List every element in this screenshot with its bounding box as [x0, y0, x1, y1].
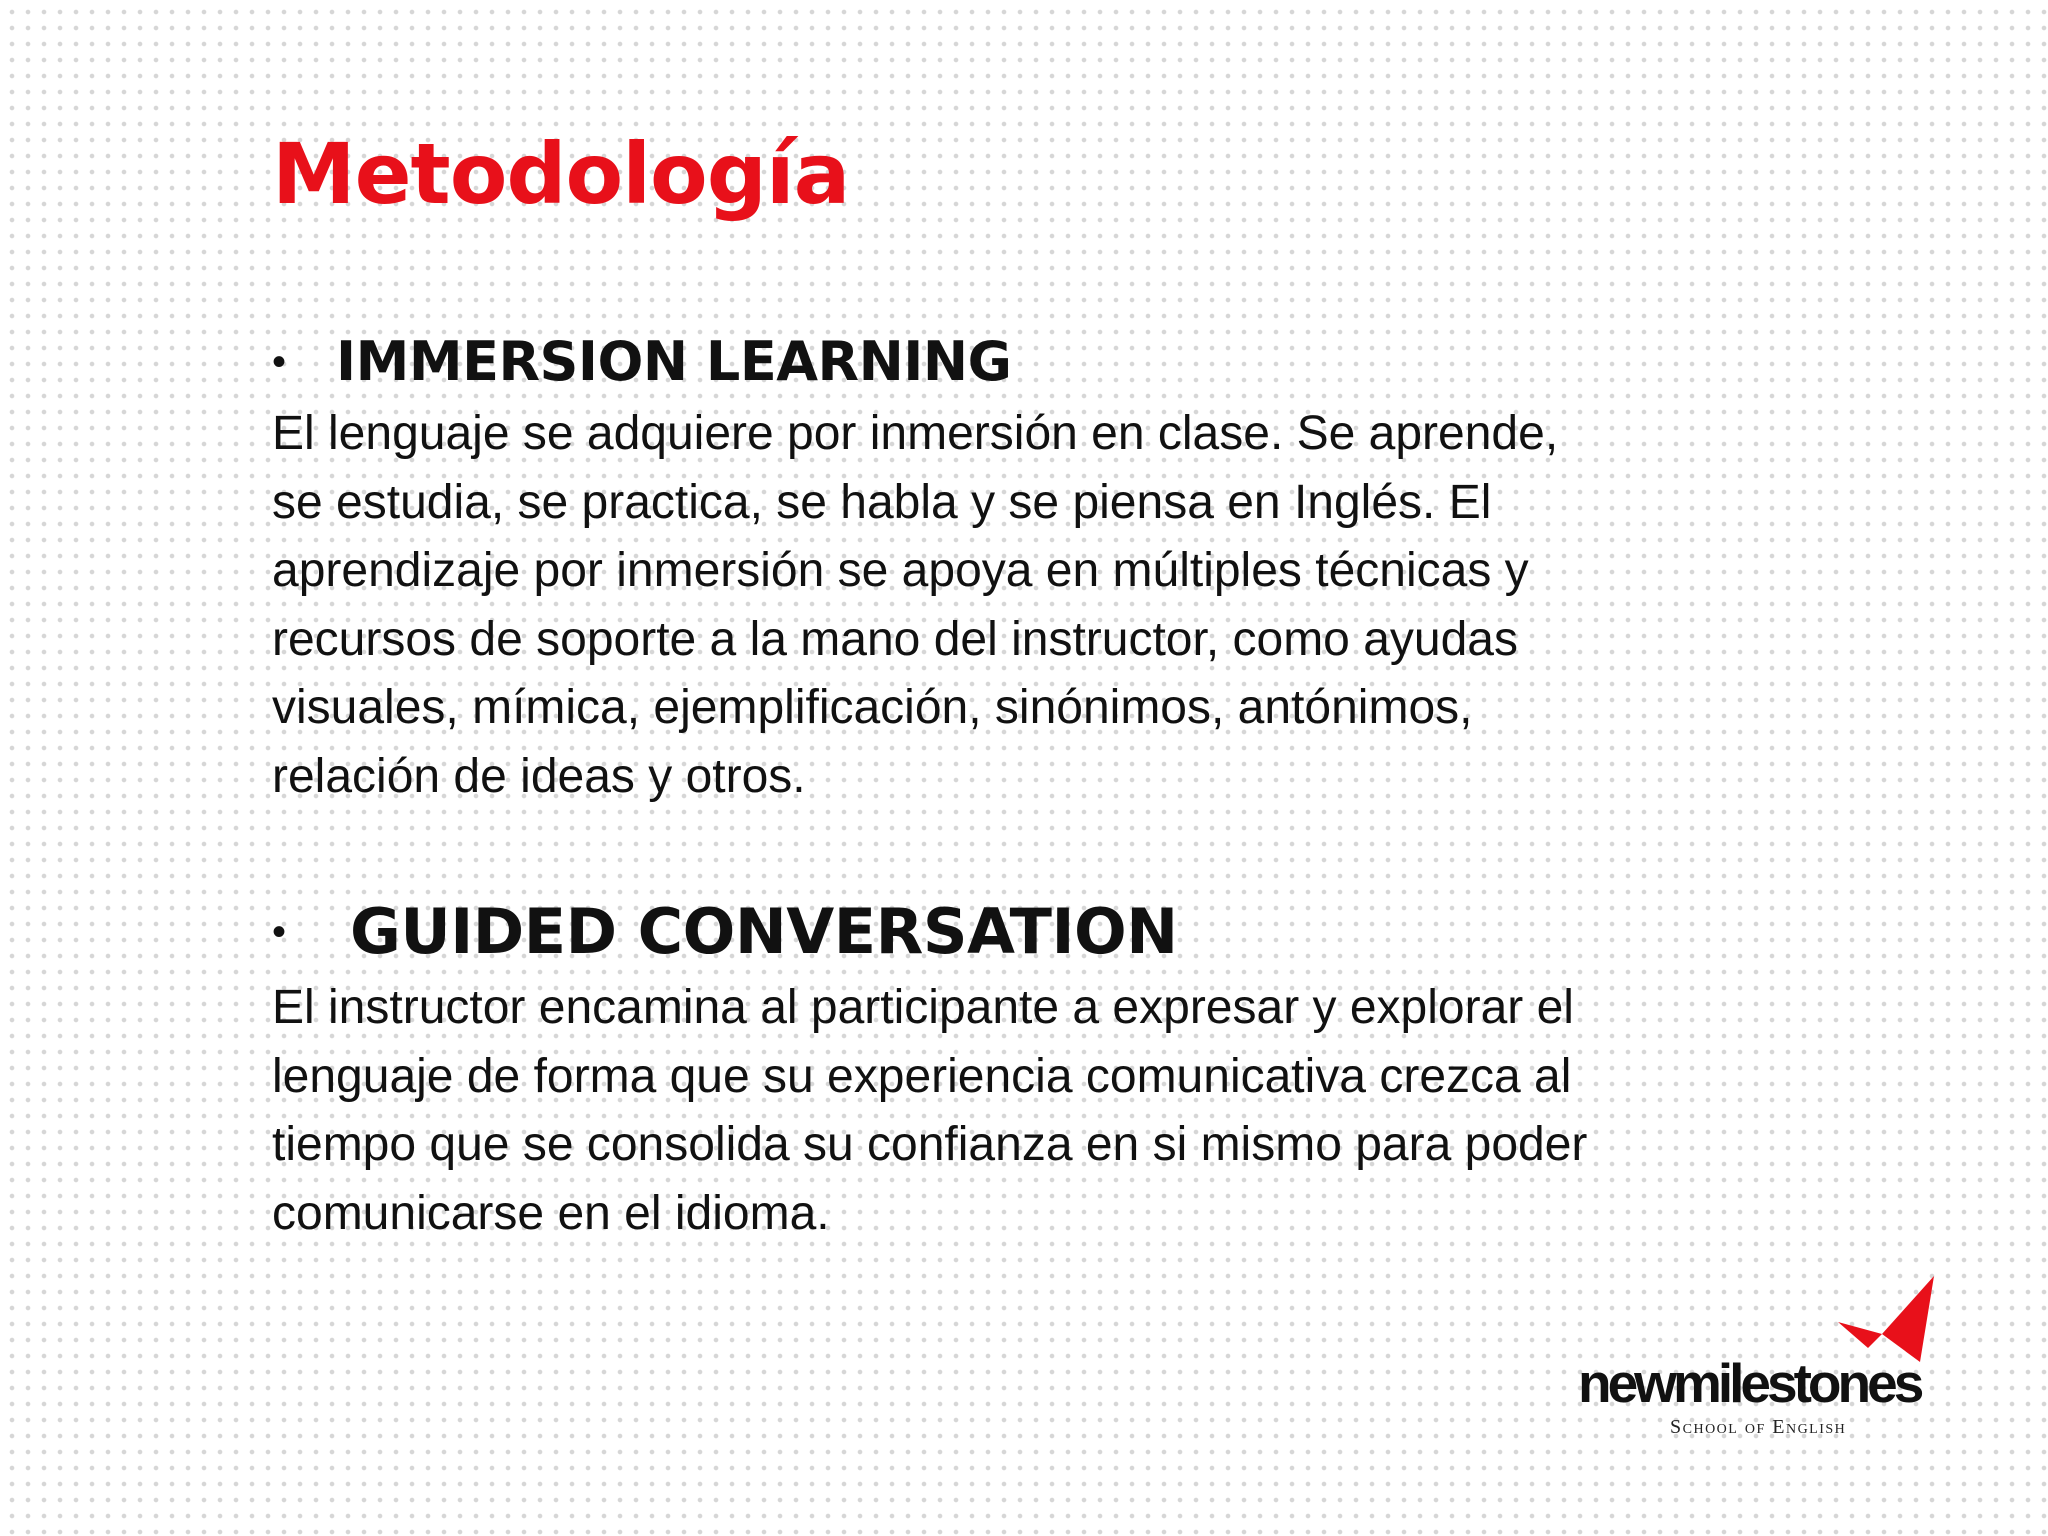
body-line: visuales, mímica, ejemplificación, sinónimos, antónimos, [272, 681, 1473, 734]
section-heading-row [272, 892, 1732, 972]
section-immersion-learning [272, 326, 1732, 811]
section-heading-row [272, 326, 1732, 398]
section-guided-conversation [272, 892, 1732, 1248]
logo-wordmark: newmilestones [1578, 1352, 1921, 1414]
red-bowtie-flag-icon [1838, 1276, 1934, 1362]
body-line: El instructor encamina al participante a expresar y explorar el [272, 981, 1574, 1034]
logo-tagline: School of English [1670, 1416, 1847, 1438]
section-body [272, 974, 1732, 1248]
section-body [272, 400, 1732, 811]
bullet-icon: • [272, 910, 287, 954]
slide-title: Metodología [272, 125, 850, 223]
newmilestones-logo [1578, 1276, 1958, 1446]
body-line: recursos de soporte a la mano del instructor, como ayudas [272, 612, 1518, 666]
body-line: se estudia, se practica, se habla y se piensa en Inglés. El [272, 475, 1492, 529]
section-heading: IMMERSION LEARNING [336, 330, 1012, 393]
body-line: tiempo que se consolida su confianza en si mismo para poder [272, 1118, 1588, 1171]
bullet-icon: • [272, 340, 287, 384]
body-line: lenguaje de forma que su experiencia comunicativa crezca al [272, 1049, 1572, 1103]
section-heading: GUIDED CONVERSATION [350, 895, 1178, 968]
body-line: relación de ideas y otros. [272, 749, 806, 803]
body-line: aprendizaje por inmersión se apoya en múltiples técnicas y [272, 544, 1529, 597]
body-line: El lenguaje se adquiere por inmersión en clase. Se aprende, [272, 407, 1559, 460]
body-line: comunicarse en el idioma. [272, 1186, 830, 1240]
